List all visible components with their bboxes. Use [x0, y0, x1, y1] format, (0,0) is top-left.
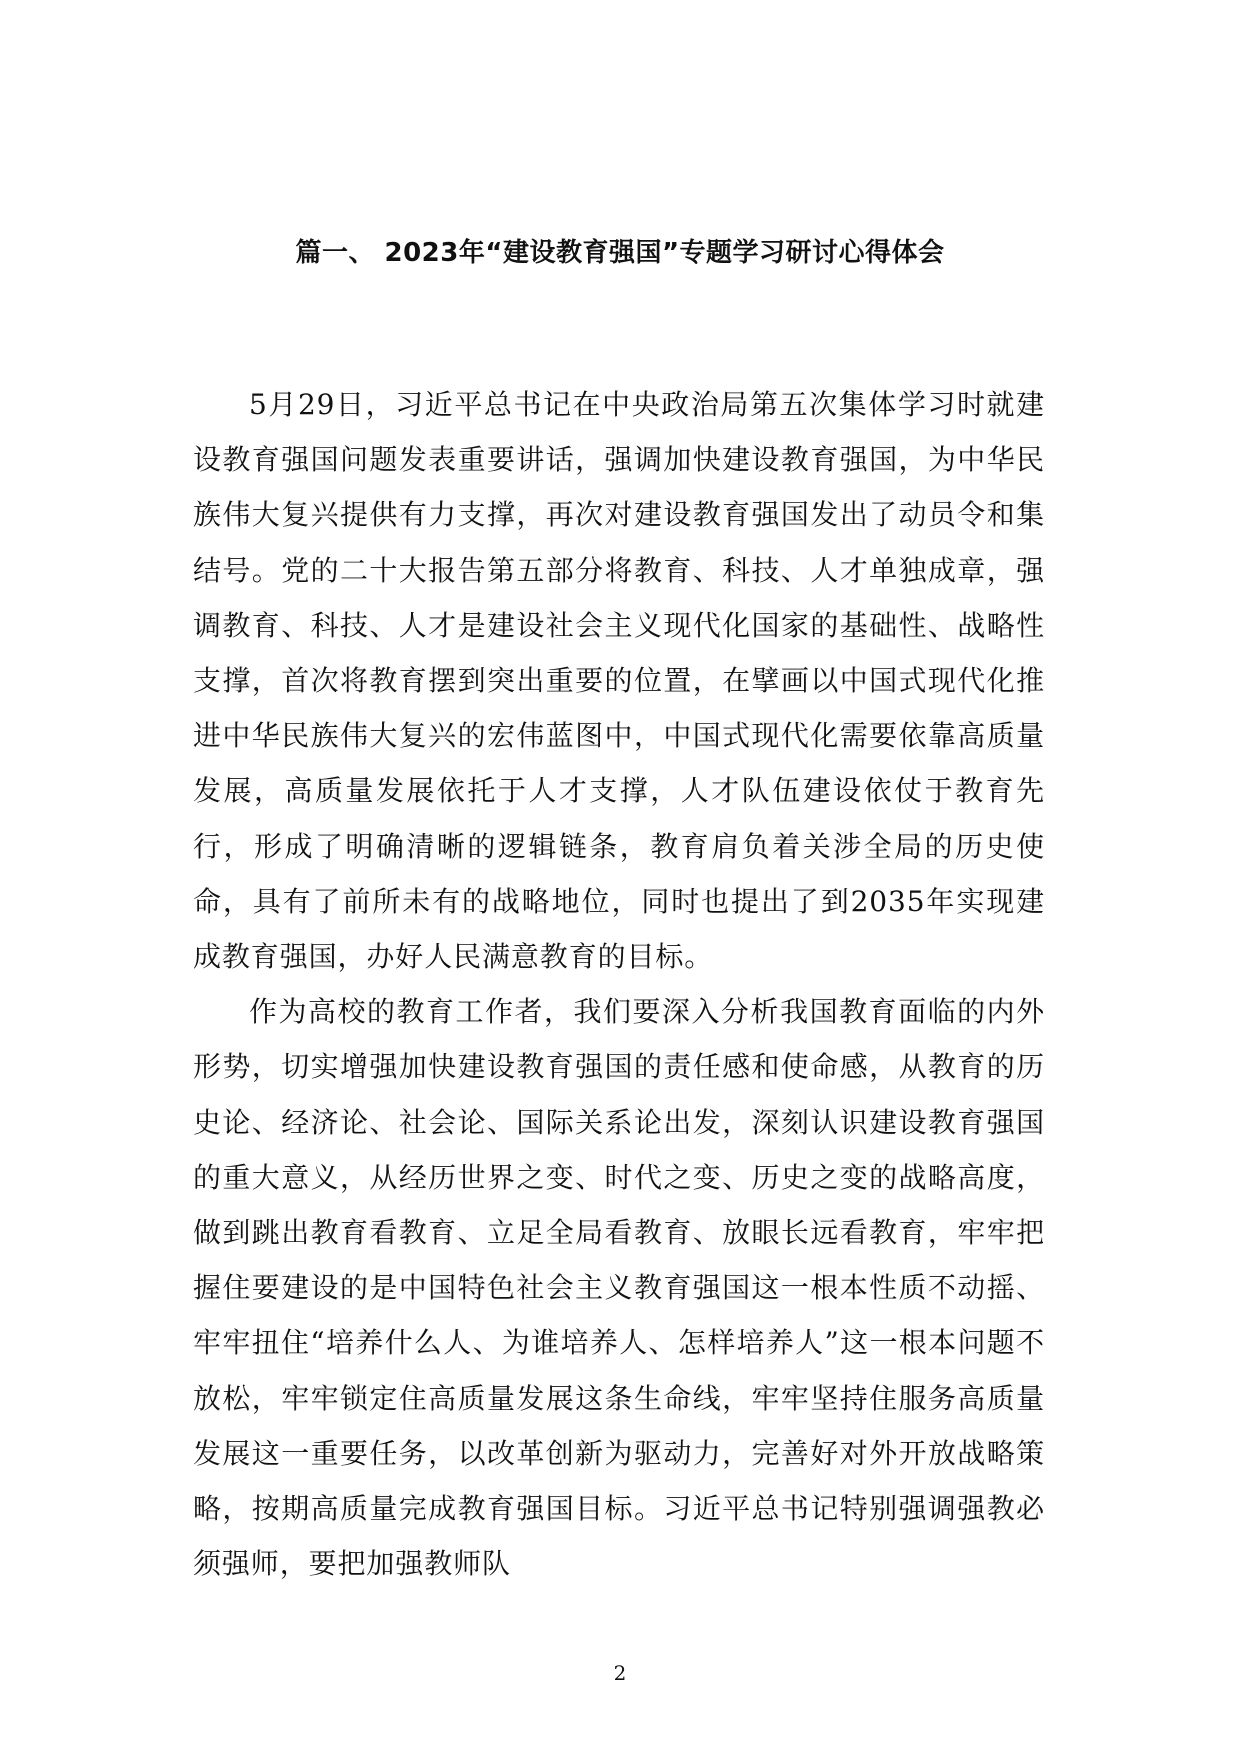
paragraph-1: 5月29日，习近平总书记在中央政治局第五次集体学习时就建设教育强国问题发表重要讲话，强调加快建设教育强国，为中华民族伟大复兴提供有力支撑，再次对建设教育强国发出了动员令和集结号。党的二十大报告第五部分将教育、科技、人才单独成章，强调教育、科技、人才是建设社会主义现代化国家的基础性、战略性支撑，首次将教育摆到突出重要的位置，在擘画以中国式现代化推进中华民族伟大复兴的宏伟蓝图中，中国式现代化需要依靠高质量发展，高质量发展依托于人才支撑，人才队伍建设依仗于教育先行，形成了明确清晰的逻辑链条，教育肩负着关涉全局的历史使命，具有了前所未有的战略地位，同时也提出了到2035年实现建成教育强国，办好人民满意教育的目标。: [193, 388, 1045, 974]
page-title: 篇一、 2023年“建设教育强国”专题学习研讨心得体会: [295, 238, 945, 268]
document-body: [193, 377, 1045, 1591]
page-number: 2: [613, 1661, 627, 1685]
paragraph-2: 作为高校的教育工作者，我们要深入分析我国教育面临的内外形势，切实增强加快建设教育强国的责任感和使命感，从教育的历史论、经济论、社会论、国际关系论出发，深刻认识建设教育强国的重大意义，从经历世界之变、时代之变、历史之变的战略高度，做到跳出教育看教育、立足全局看教育、放眼长远看教育，牢牢把握住要建设的是中国特色社会主义教育强国这一根本性质不动摇、牢牢扭住“培养什么人、为谁培养人、怎样培养人”这一根本问题不放松，牢牢锁定住高质量发展这条生命线，牢牢坚持住服务高质量发展这一重要任务，以改革创新为驱动力，完善好对外开放战略策略，按期高质量完成教育强国目标。习近平总书记特别强调强教必须强师，要把加强教师队: [193, 995, 1045, 1581]
